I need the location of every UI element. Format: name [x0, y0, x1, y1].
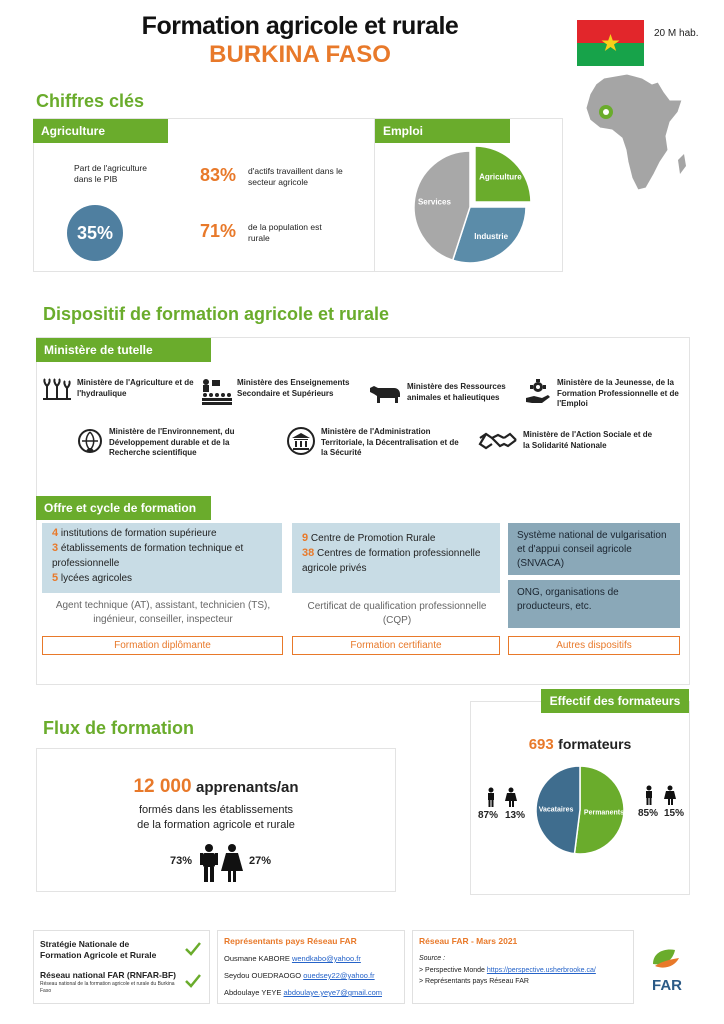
col2-n2: 38: [302, 547, 315, 559]
col2-footer: Formation certifiante: [292, 636, 500, 655]
rep-2: [224, 971, 375, 980]
rural-value: 71%: [200, 221, 237, 241]
source-1: [419, 967, 596, 974]
ministry-label: Ministère de la Jeunesse, de la Formation Professionnelle et de l'Emploi: [557, 378, 679, 408]
active-text: d'actifs travaillent dans le secteur agricole: [248, 166, 343, 187]
far-logo: [645, 944, 689, 994]
rep-1-mail[interactable]: wendkabo@yahoo.fr: [291, 954, 361, 963]
ministry-youth: [524, 378, 684, 410]
handshake-icon: [478, 430, 518, 452]
rep-1: [224, 954, 361, 963]
plant-icon: [42, 378, 72, 402]
col2-desc: Certificat de qualification professionnelle (CQP): [307, 601, 487, 626]
col1-t2: établissements de formation technique et professionnelle: [52, 543, 244, 569]
col1-n1: 4: [52, 527, 59, 539]
key-figures-heading: Chiffres clés: [36, 91, 145, 111]
burkina-flag-icon: [577, 20, 644, 66]
source-1-text: > Perspective Monde: [419, 967, 485, 974]
population: 20 M hab.: [654, 28, 699, 39]
africa-map-icon: [582, 70, 692, 195]
permanents-people-icon: [642, 785, 678, 805]
rep-2-mail[interactable]: ouedsey22@yahoo.fr: [303, 971, 375, 980]
ministry-administration: [286, 427, 461, 459]
formateurs-headline: [470, 736, 690, 754]
country-name: BURKINA FASO: [209, 41, 391, 68]
offre-label: Offre et cycle de formation: [36, 496, 211, 520]
formateurs-label-vacataires: Vacataires: [538, 806, 574, 814]
far-leaf-icon: [645, 944, 689, 972]
gear-hand-icon: [524, 378, 552, 406]
rep-1-name: Ousmane KABORE: [224, 954, 290, 963]
col2-box: [292, 523, 500, 593]
col1-desc: Agent technique (AT), assistant, technicien (TS), ingénieur, conseiller, inspecteur: [55, 600, 271, 625]
flux-heading: Flux de formation: [43, 718, 195, 738]
formateurs-unit: formateurs: [558, 736, 632, 752]
col3-footer: Autres dispositifs: [508, 636, 680, 655]
emploi-label-industrie: Industrie: [474, 232, 509, 242]
flux-female-pct: 27%: [249, 855, 272, 867]
ministry-education: [200, 378, 370, 406]
formateurs-label-permanents: Permanents: [583, 809, 624, 817]
male-female-icon: [198, 843, 244, 883]
formateurs-label: Effectif des formateurs: [541, 689, 689, 713]
source-label: Source :: [419, 955, 446, 962]
far-logo-text: FAR: [652, 977, 682, 994]
check-icon: [184, 941, 202, 957]
flux-desc-line2: de la formation agricole et rurale: [137, 819, 295, 831]
ministry-label: Ministère de l'Agriculture et de l'hydraulique: [77, 378, 194, 398]
emploi-label: Emploi: [375, 119, 510, 143]
ministry-label: Ministère des Ressources animales et halieutiques: [407, 382, 506, 402]
footer-reps-box: [217, 930, 405, 1004]
source-2: > Représentants pays Réseau FAR: [419, 978, 529, 985]
vacataires-people-icon: [485, 787, 519, 807]
col1-footer: Formation diplômante: [42, 636, 283, 655]
rep-3-name: Abdoulaye YEYE: [224, 988, 282, 997]
ministry-social: [478, 430, 658, 452]
rep-3-mail[interactable]: abdoulaye.yeye7@gmail.com: [283, 988, 382, 997]
ministry-agriculture: [42, 378, 202, 402]
flux-male-pct: 73%: [170, 855, 193, 867]
strategy-label: Stratégie Nationale de Formation Agricole et Rurale: [40, 939, 157, 960]
col3-box1: Système national de vulgarisation et d'appui conseil agricole (SNVACA): [508, 523, 680, 575]
col1-box: [42, 523, 282, 593]
col1-n3: 5: [52, 572, 59, 584]
emploi-pie-chart: [405, 140, 545, 270]
vac-female-pct: 13%: [505, 810, 526, 821]
emploi-label-services: Services: [417, 197, 451, 207]
col1-t1: institutions de formation supérieure: [60, 528, 217, 539]
network-label: Réseau national FAR (RNFAR-BF): [40, 970, 177, 980]
col2-t2: Centres de formation professionnelle agricole privés: [302, 548, 481, 574]
flux-desc: [36, 803, 396, 833]
rural-text: de la population est rurale: [248, 222, 322, 243]
check-icon: [184, 973, 202, 989]
gdp-value: 35%: [67, 205, 123, 261]
ministere-label: Ministère de tutelle: [36, 338, 211, 362]
footer-source-box: [412, 930, 634, 1004]
gdp-label: Part de l'agriculture dans le PIB: [74, 163, 147, 184]
flux-unit: apprenants/an: [196, 779, 299, 796]
col2-t1: Centre de Promotion Rurale: [310, 533, 436, 544]
ministry-label: Ministère de l'Environnement, du Développement durable et de la Recherche scientifique: [109, 427, 235, 457]
government-building-icon: [286, 427, 316, 455]
flux-number: 12 000: [133, 776, 192, 797]
flux-desc-line1: formés dans les établissements: [138, 804, 294, 816]
active-value: 83%: [200, 165, 237, 185]
flux-headline: [36, 776, 396, 798]
ministry-label: Ministère de l'Action Sociale et de la Solidarité Nationale: [523, 430, 653, 450]
cow-icon: [368, 382, 402, 404]
formateurs-number: 693: [528, 736, 554, 753]
source-1-link[interactable]: https://perspective.usherbrooke.ca/: [486, 967, 596, 974]
vac-male-pct: 87%: [478, 810, 499, 821]
ministry-label: Ministère des Enseignements Secondaire et Supérieurs: [237, 378, 350, 398]
header: [0, 12, 600, 69]
emploi-label-agriculture: Agriculture: [479, 172, 522, 182]
perm-female-pct: 15%: [664, 808, 685, 819]
ministry-environment: [76, 427, 246, 459]
dispositif-heading: Dispositif de formation agricole et rurale: [43, 304, 390, 324]
perm-male-pct: 85%: [638, 808, 659, 819]
network-sub: Réseau national de la formation agricole et rurale du Burkina Faso: [40, 981, 175, 994]
footer-strategy-box: [33, 930, 210, 1004]
agriculture-label: Agriculture: [33, 119, 168, 143]
source-title: Réseau FAR - Mars 2021: [419, 936, 518, 946]
col2-n1: 9: [302, 532, 309, 544]
col1-n2: 3: [52, 542, 59, 554]
ministry-label: Ministère de l'Administration Territoriale, la Décentralisation et de la Sécurité: [321, 427, 459, 457]
reps-title: Représentants pays Réseau FAR: [224, 936, 357, 946]
formateurs-pie-chart: [530, 760, 630, 860]
col3-box2: ONG, organisations de producteurs, etc.: [508, 580, 680, 628]
ministry-animals: [368, 382, 518, 404]
rep-2-name: Seydou OUEDRAOGO: [224, 971, 302, 980]
rep-3: [224, 988, 382, 997]
classroom-icon: [200, 378, 232, 406]
col1-t3: lycées agricoles: [60, 573, 133, 584]
page-title: Formation agricole et rurale: [141, 12, 459, 40]
globe-leaf-icon: [76, 427, 104, 455]
